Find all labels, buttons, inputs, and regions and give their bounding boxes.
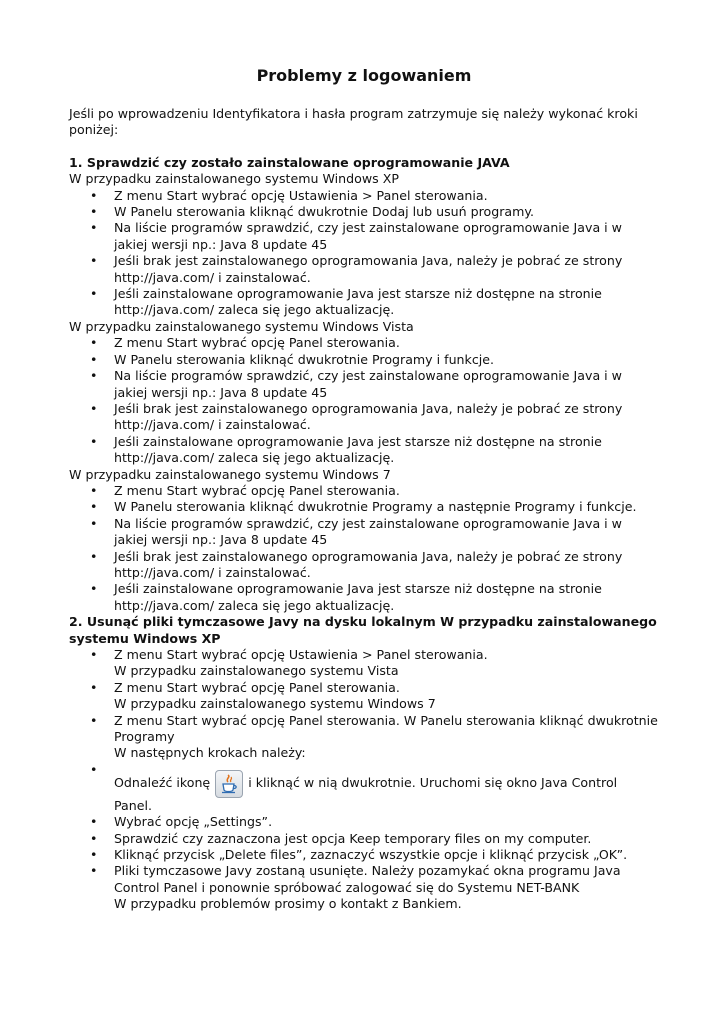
vista-list	[69, 335, 659, 466]
vista-label: W przypadku zainstalowanego systemu Windows Vista	[69, 318, 414, 334]
java-control-panel-icon	[215, 770, 243, 798]
list-item-text: i kliknąć w nią dwukrotnie. Uruchomi się okno Java Control Panel.	[114, 774, 618, 813]
win7-label: W przypadku zainstalowanego systemu Windows 7	[69, 466, 391, 482]
list-item-subtext: W przypadku zainstalowanego systemu Vista	[114, 663, 399, 679]
list-item-subtext: W przypadku zainstalowanego systemu Windows 7	[114, 696, 436, 712]
list-item: • Kliknąć przycisk „Delete files”, zaznaczyć wszystkie opcje i kliknąć przycisk „OK”.	[69, 847, 659, 863]
section2-heading: 2. Usunąć pliki tymczasowe Javy na dysku lokalnym W przypadku zainstalowanego systemu Windows XP	[69, 614, 657, 646]
xp-list	[69, 188, 659, 319]
list-item: • Z menu Start wybrać opcję Panel sterowania.	[69, 335, 659, 351]
list-item: • Jeśli brak jest zainstalowanego oprogramowania Java, należy je pobrać ze strony http://java.com/ i zainstalować.	[69, 401, 659, 434]
list-item	[69, 863, 659, 912]
page-title: Problemy z logowaniem	[256, 66, 472, 85]
list-item: • Z menu Start wybrać opcję Panel sterowania.	[69, 483, 659, 499]
list-item-text: Z menu Start wybrać opcję Panel sterowania.	[114, 679, 400, 695]
list-item-text: Z menu Start wybrać opcję Ustawienia > Panel sterowania.	[114, 647, 488, 662]
document-page	[69, 66, 659, 913]
list-item-text: Pliki tymczasowe Javy zostaną usunięte. Należy pozamykać okna programu Java Control Panel i ponownie spróbować zalogować się do Systemu NET-BANK	[114, 863, 621, 895]
list-item: • Na liście programów sprawdzić, czy jest zainstalowane oprogramowanie Java i w jakiej wersji np.: Java 8 update 45	[69, 516, 659, 549]
xp-label: W przypadku zainstalowanego systemu Windows XP	[69, 171, 399, 187]
list-item: • Jeśli brak jest zainstalowanego oprogramowania Java, należy je pobrać ze strony http://java.com/ i zainstalować.	[69, 253, 659, 286]
list-item: • Jeśli zainstalowane oprogramowanie Java jest starsze niż dostępne na stronie http://java.com/ zaleca się jego aktualizację.	[69, 581, 659, 614]
list-item: • Wybrać opcję „Settings”.	[69, 814, 659, 830]
list-item: • Z menu Start wybrać opcję Ustawienia > Panel sterowania.	[69, 188, 659, 204]
list-item: • W Panelu sterowania kliknąć dwukrotnie Dodaj lub usuń programy.	[69, 204, 659, 220]
win7-list	[69, 483, 659, 614]
list-item: • Jeśli zainstalowane oprogramowanie Java jest starsze niż dostępne na stronie http://java.com/ zaleca się jego aktualizację.	[69, 434, 659, 467]
list-item	[69, 680, 659, 713]
list-item	[69, 762, 659, 814]
list-item-subtext: W następnych krokach należy:	[114, 745, 306, 761]
list-item: • Na liście programów sprawdzić, czy jest zainstalowane oprogramowanie Java i w jakiej wersji np.: Java 8 update 45	[69, 220, 659, 253]
list-item: • W Panelu sterowania kliknąć dwukrotnie Programy a następnie Programy i funkcje.	[69, 499, 659, 515]
list-item: • Jeśli brak jest zainstalowanego oprogramowania Java, należy je pobrać ze strony http://java.com/ i zainstalować.	[69, 549, 659, 582]
list-item	[69, 647, 659, 680]
list-item-text: Z menu Start wybrać opcję Panel sterowania. W Panelu sterowania kliknąć dwukrotnie Programy	[114, 712, 658, 745]
list-item: • Na liście programów sprawdzić, czy jest zainstalowane oprogramowanie Java i w jakiej wersji np.: Java 8 update 45	[69, 368, 659, 401]
section1-heading: 1. Sprawdzić czy zostało zainstalowane oprogramowanie JAVA	[69, 154, 510, 170]
list-item	[69, 713, 659, 762]
list-item-subtext: W przypadku problemów prosimy o kontakt z Bankiem.	[114, 896, 462, 912]
intro-paragraph: Jeśli po wprowadzeniu Identyfikatora i hasła program zatrzymuje się należy wykonać kroki poniżej:	[69, 106, 638, 138]
list-item: • W Panelu sterowania kliknąć dwukrotnie Programy i funkcje.	[69, 352, 659, 368]
section2-list	[69, 647, 659, 913]
list-item-text: Odnaleźć ikonę	[114, 774, 211, 790]
list-item: • Jeśli zainstalowane oprogramowanie Java jest starsze niż dostępne na stronie http://java.com/ zaleca się jego aktualizację.	[69, 286, 659, 319]
list-item: • Sprawdzić czy zaznaczona jest opcja Keep temporary files on my computer.	[69, 831, 659, 847]
